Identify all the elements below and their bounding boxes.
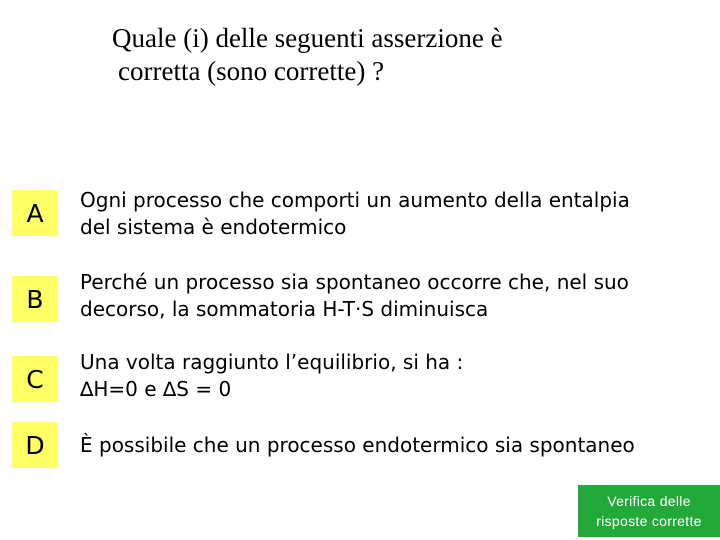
option-c-badge[interactable]: C <box>12 356 58 402</box>
question-line-2: corretta (sono corrette) ? <box>118 56 385 86</box>
option-d-text <box>80 432 710 459</box>
option-a-badge[interactable]: A <box>12 190 58 236</box>
option-c-text <box>80 349 710 403</box>
option-a-line-1: Ogni processo che comporti un aumento della entalpia <box>80 188 630 212</box>
option-c-line-1: Una volta raggiunto l’equilibrio, si ha : <box>80 350 464 374</box>
option-b-line-1: Perché un processo sia spontaneo occorre che, nel suo <box>80 270 629 294</box>
option-b-text <box>80 269 710 323</box>
question-title <box>112 22 672 88</box>
check-answers-button[interactable] <box>578 485 720 537</box>
question-line-1: Quale (i) delle seguenti asserzione è <box>112 23 503 53</box>
option-b-badge[interactable]: B <box>12 276 58 322</box>
check-answers-label-2: risposte corrette <box>596 513 702 529</box>
check-answers-label-1: Verifica delle <box>607 493 691 509</box>
option-d-line-1: È possibile che un processo endotermico sia spontaneo <box>80 433 635 457</box>
option-c-line-2: ∆H=0 e ∆S = 0 <box>80 377 232 401</box>
option-a-line-2: del sistema è endotermico <box>80 215 347 239</box>
option-d-badge[interactable]: D <box>12 422 58 468</box>
option-a-text <box>80 187 710 241</box>
option-b-line-2: decorso, la sommatoria H-T·S diminuisca <box>80 297 489 321</box>
